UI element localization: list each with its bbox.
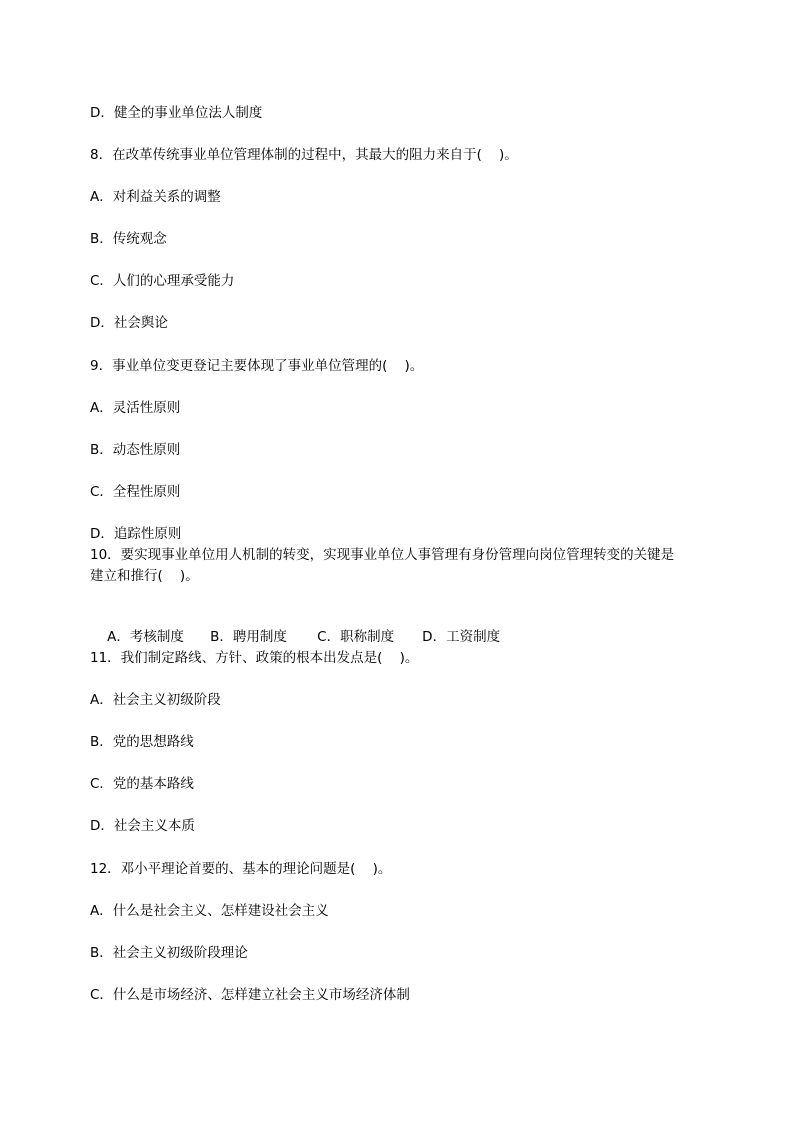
q11-option-c: C．党的基本路线 (90, 776, 194, 792)
q10-option-c: C．职称制度 (317, 629, 395, 645)
q7-option-d: D．健全的事业单位法人制度 (90, 105, 263, 121)
q9-option-d: D．追踪性原则 (90, 526, 182, 542)
q8-option-b: B．传统观念 (90, 231, 167, 247)
q8-option-a: A．对利益关系的调整 (90, 189, 221, 205)
q10-question-line2: 建立和推行( )。 (90, 568, 199, 584)
q11-option-d: D．社会主义本质 (90, 818, 195, 834)
q10-option-b: B．聘用制度 (210, 629, 287, 645)
q8-option-c: C．人们的心理承受能力 (90, 273, 235, 289)
q11-question: 11．我们制定路线、方针、政策的根本出发点是( )。 (90, 650, 419, 666)
q10-question-line1: 10．要实现事业单位用人机制的转变，实现事业单位人事管理有身份管理向岗位管理转变的关键是 (90, 547, 675, 563)
q8-question: 8．在改革传统事业单位管理体制的过程中，其最大的阻力来自于( )。 (90, 147, 518, 163)
q9-question: 9．事业单位变更登记主要体现了事业单位管理的( )。 (90, 358, 424, 374)
q12-option-c: C．什么是市场经济、怎样建立社会主义市场经济体制 (90, 987, 410, 1003)
q10-option-a: A．考核制度 (107, 629, 184, 645)
q12-option-a: A．什么是社会主义、怎样建设社会主义 (90, 903, 329, 919)
q9-option-c: C．全程性原则 (90, 484, 181, 500)
q12-question: 12．邓小平理论首要的、基本的理论问题是( )。 (90, 861, 392, 877)
q11-option-a: A．社会主义初级阶段 (90, 692, 221, 708)
q9-option-a: A．灵活性原则 (90, 400, 181, 416)
q8-option-d: D．社会舆论 (90, 315, 168, 331)
q11-option-b: B．党的思想路线 (90, 734, 194, 750)
q9-option-b: B．动态性原则 (90, 442, 181, 458)
q12-option-b: B．社会主义初级阶段理论 (90, 945, 248, 961)
q10-option-d: D．工资制度 (422, 629, 501, 645)
